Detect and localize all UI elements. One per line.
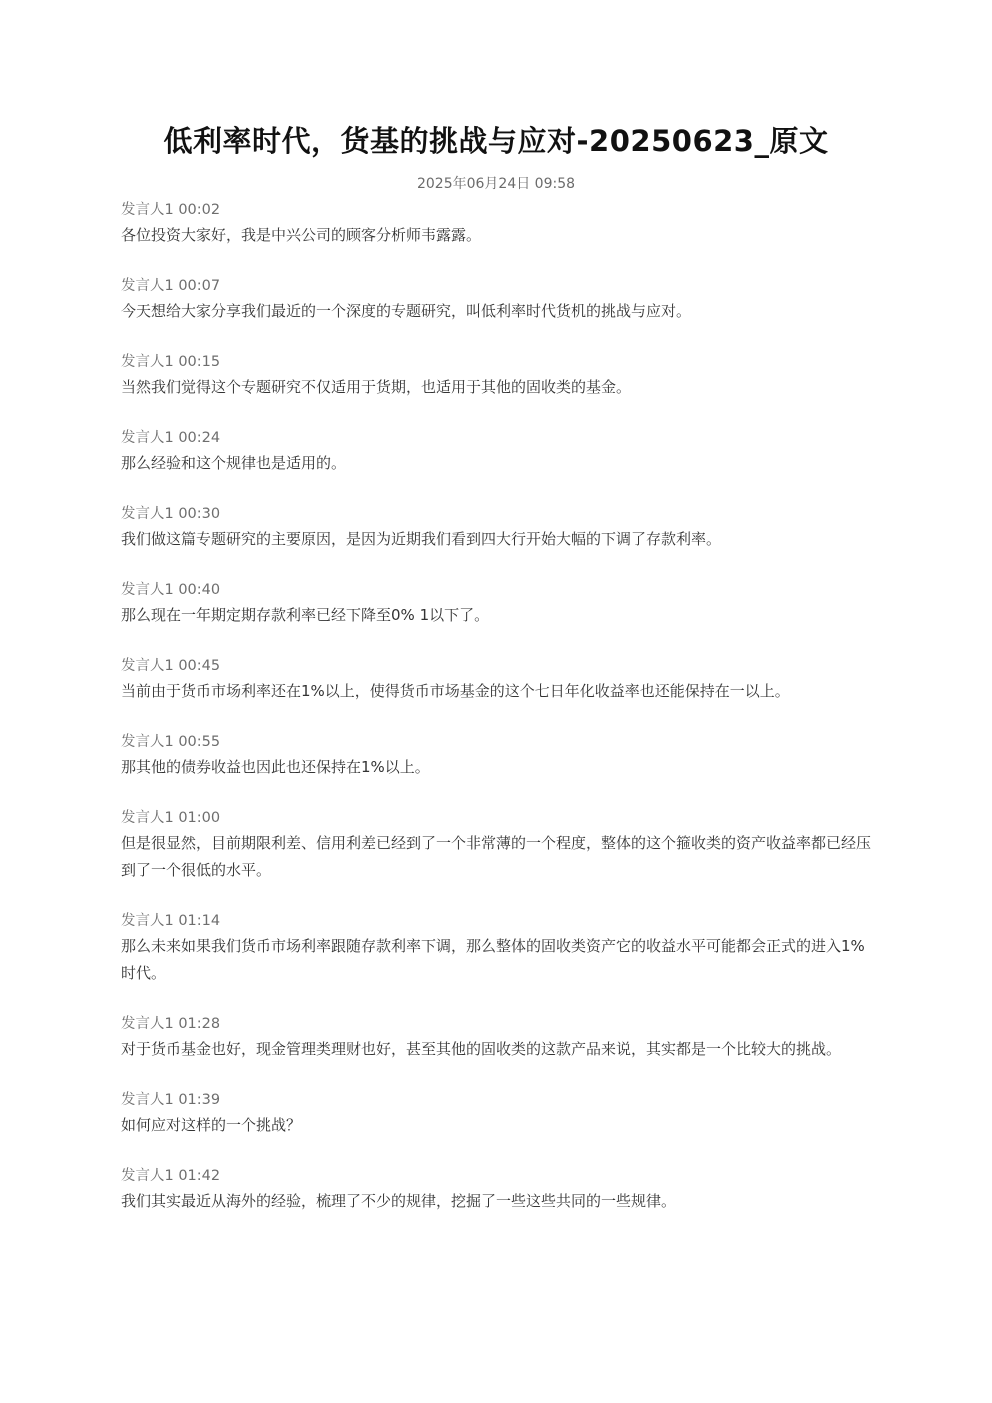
document-title: 低利率时代，货基的挑战与应对-20250623_原文 xyxy=(163,124,829,158)
transcript-entry xyxy=(121,731,873,781)
speech-text: 今天想给大家分享我们最近的一个深度的专题研究，叫低利率时代货机的挑战与应对。 xyxy=(121,302,692,320)
speech-text: 我们做这篇专题研究的主要原因，是因为近期我们看到四大行开始大幅的下调了存款利率。 xyxy=(121,530,722,548)
transcript-entry xyxy=(121,655,873,705)
speaker-timestamp: 发言人1 00:30 xyxy=(121,506,221,522)
speaker-timestamp: 发言人1 00:55 xyxy=(121,734,221,750)
transcript-entry xyxy=(121,910,873,987)
speech-text: 如何应对这样的一个挑战？ xyxy=(121,1116,302,1134)
speaker-timestamp: 发言人1 00:24 xyxy=(121,430,221,446)
speaker-timestamp: 发言人1 01:14 xyxy=(121,913,221,929)
transcript-entry xyxy=(121,427,873,477)
speaker-timestamp: 发言人1 00:40 xyxy=(121,582,221,598)
speaker-timestamp: 发言人1 01:42 xyxy=(121,1168,221,1184)
speaker-timestamp: 发言人1 01:00 xyxy=(121,810,221,826)
transcript-entry xyxy=(121,1165,873,1215)
speech-text: 对于货币基金也好，现金管理类理财也好，甚至其他的固收类的这款产品来说，其实都是一个比较大的挑战。 xyxy=(121,1040,842,1058)
speaker-timestamp: 发言人1 01:39 xyxy=(121,1092,221,1108)
transcript-entry xyxy=(121,1013,873,1063)
speech-text: 那其他的债券收益也因此也还保持在1%以上。 xyxy=(121,758,430,776)
speech-text: 各位投资大家好，我是中兴公司的顾客分析师韦露露。 xyxy=(121,226,482,244)
transcript-entry xyxy=(121,351,873,401)
transcript-entry xyxy=(121,199,873,249)
transcript-entry xyxy=(121,503,873,553)
speech-text: 当然我们觉得这个专题研究不仅适用于货期，也适用于其他的固收类的基金。 xyxy=(121,378,632,396)
transcript-entry xyxy=(121,1089,873,1139)
speech-text: 当前由于货币市场利率还在1%以上，使得货币市场基金的这个七日年化收益率也还能保持在一以上。 xyxy=(121,682,790,700)
speaker-timestamp: 发言人1 00:07 xyxy=(121,278,221,294)
document-date: 2025年06月24日 09:58 xyxy=(416,176,576,192)
speaker-timestamp: 发言人1 00:45 xyxy=(121,658,221,674)
transcript-entry xyxy=(121,275,873,325)
transcript xyxy=(121,199,873,1241)
speech-text: 那么未来如果我们货币市场利率跟随存款利率下调，那么整体的固收类资产它的收益水平可能都会正式的进入1%时代。 xyxy=(121,937,865,982)
speech-text: 我们其实最近从海外的经验，梳理了不少的规律，挖掘了一些这些共同的一些规律。 xyxy=(121,1192,677,1210)
speaker-timestamp: 发言人1 01:28 xyxy=(121,1016,221,1032)
speaker-timestamp: 发言人1 00:15 xyxy=(121,354,221,370)
speech-text: 那么经验和这个规律也是适用的。 xyxy=(121,454,347,472)
speech-text: 那么现在一年期定期存款利率已经下降至0% 1以下了。 xyxy=(121,606,490,624)
transcript-entry xyxy=(121,579,873,629)
speaker-timestamp: 发言人1 00:02 xyxy=(121,202,221,218)
speech-text: 但是很显然，目前期限利差、信用利差已经到了一个非常薄的一个程度，整体的这个箍收类的资产收益率都已经压到了一个很低的水平。 xyxy=(121,834,872,879)
transcript-entry xyxy=(121,807,873,884)
